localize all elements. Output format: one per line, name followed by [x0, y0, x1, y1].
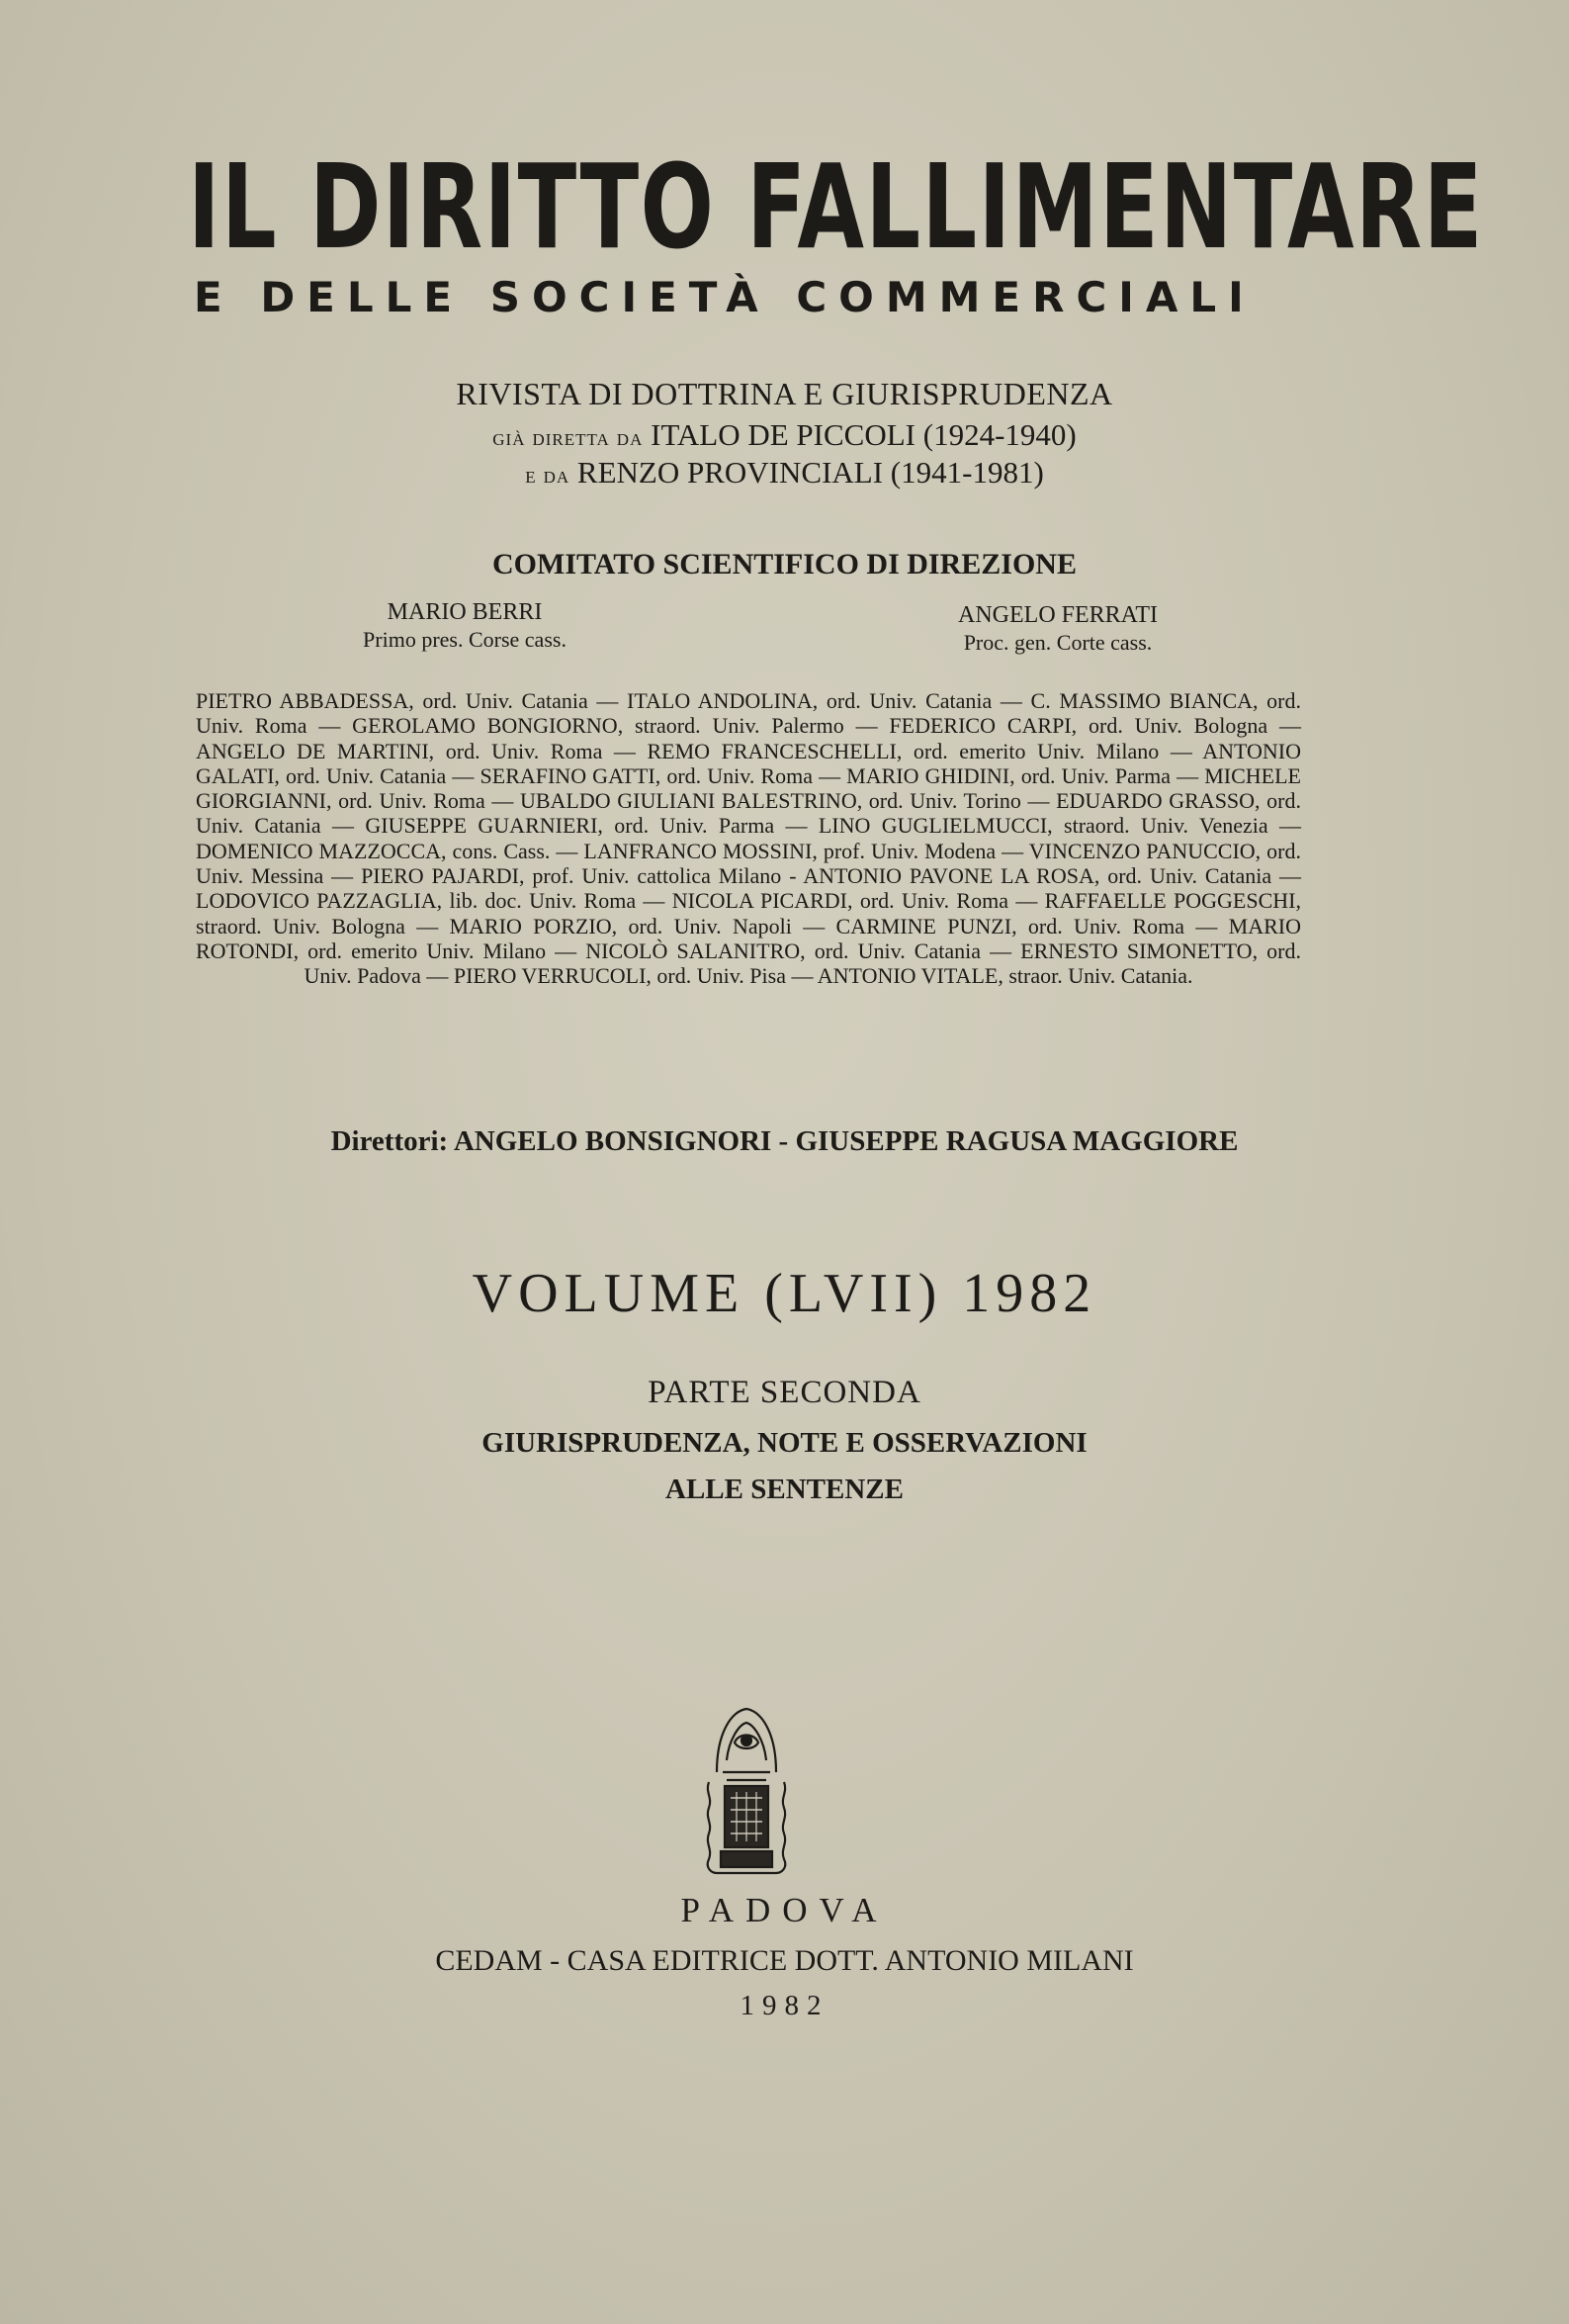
- imprint-year: 1982: [740, 1990, 829, 2021]
- journal-description: RIVISTA DI DOTTRINA E GIURISPRUDENZA: [456, 376, 1113, 411]
- publisher-emblem-icon: [687, 1703, 806, 1881]
- part-label: PARTE SECONDA: [648, 1375, 921, 1410]
- committee-president-left-name: MARIO BERRI: [387, 599, 543, 625]
- committee-president-right-name: ANGELO FERRATI: [958, 602, 1158, 628]
- part-description-line-2: ALLE SENTENZE: [665, 1474, 904, 1505]
- committee-members: PIETRO ABBADESSA, ord. Univ. Catania — ITALO ANDOLINA, ord. Univ. Catania — C. MASSIMO BIANCA, ord. Univ. Roma — GEROLAMO BONGIORNO, straord. Univ. Palermo — FEDERICO CARPI, ord. Univ. Bologna — ANGELO DE MARTINI, ord. Univ. Roma — REMO FRANCESCHELLI, ord. emerito Univ. Milano — ANTONIO GALATI, ord. Univ. Catania — SERAFINO GATTI, ord. Univ. Roma — MARIO GHIDINI, ord. Univ. Parma — MICHELE GIORGIANNI, ord. Univ. Roma — UBALDO GIULIANI BALESTRINO, ord. Univ. Torino — EDUARDO GRASSO, ord. Univ. Catania — GIUSEPPE GUARNIERI, ord. Univ. Parma — LINO GUGLIELMUCCI, straord. Univ. Venezia — DOMENICO MAZZOCCA, cons. Cass. — LANFRANCO MOSSINI, prof. Univ. Modena — VINCENZO PANUCCIO, ord. Univ. Messina — PIERO PAJARDI, prof. Univ. cattolica Milano - ANTONIO PAVONE LA ROSA, ord. Univ. Catania — LODOVICO PAZZAGLIA, lib. doc. Univ. Roma — NICOLA PICARDI, ord. Univ. Roma — RAFFAELLE POGGESCHI, straord. Univ. Bologna — MARIO PORZIO, ord. Univ. Napoli — CARMINE PUNZI, ord. Univ. Roma — MARIO ROTONDI, ord. emerito Univ. Milano — NICOLÒ SALANITRO, ord. Univ. Catania — ERNESTO SIMONETTO, ord. Univ. Padova — PIERO VERRUCOLI, ord. Univ. Pisa — ANTONIO VITALE, straor. Univ. Catania.: [196, 688, 1301, 989]
- imprint-publisher: CEDAM - CASA EDITRICE DOTT. ANTONIO MILANI: [435, 1944, 1134, 1977]
- former-director-2-prefix: e da: [525, 463, 570, 489]
- former-director-1: [0, 419, 1569, 450]
- journal-subtitle: E DELLE SOCIETÀ COMMERCIALI: [194, 273, 1256, 321]
- former-director-1-name: ITALO DE PICCOLI (1924-1940): [651, 417, 1077, 452]
- imprint-city: PADOVA: [680, 1891, 889, 1929]
- committee-president-left-role: Primo pres. Corse cass.: [363, 626, 567, 652]
- committee-president-right-role: Proc. gen. Corte cass.: [963, 629, 1153, 655]
- volume-label: VOLUME (LVII) 1982: [472, 1263, 1097, 1324]
- directors-line: Direttori: ANGELO BONSIGNORI - GIUSEPPE RAGUSA MAGGIORE: [330, 1125, 1239, 1157]
- former-director-2-name: RENZO PROVINCIALI (1941-1981): [576, 455, 1044, 490]
- committee-president-right: [910, 601, 1206, 656]
- committee-heading: COMITATO SCIENTIFICO DI DIREZIONE: [492, 548, 1077, 581]
- former-director-2: [0, 457, 1569, 488]
- committee-president-left: [326, 598, 603, 653]
- journal-title: IL DIRITTO FALLIMENTARE: [188, 138, 1484, 275]
- former-director-1-prefix: già diretta da: [492, 425, 644, 451]
- part-description-line-1: GIURISPRUDENZA, NOTE E OSSERVAZIONI: [481, 1427, 1088, 1459]
